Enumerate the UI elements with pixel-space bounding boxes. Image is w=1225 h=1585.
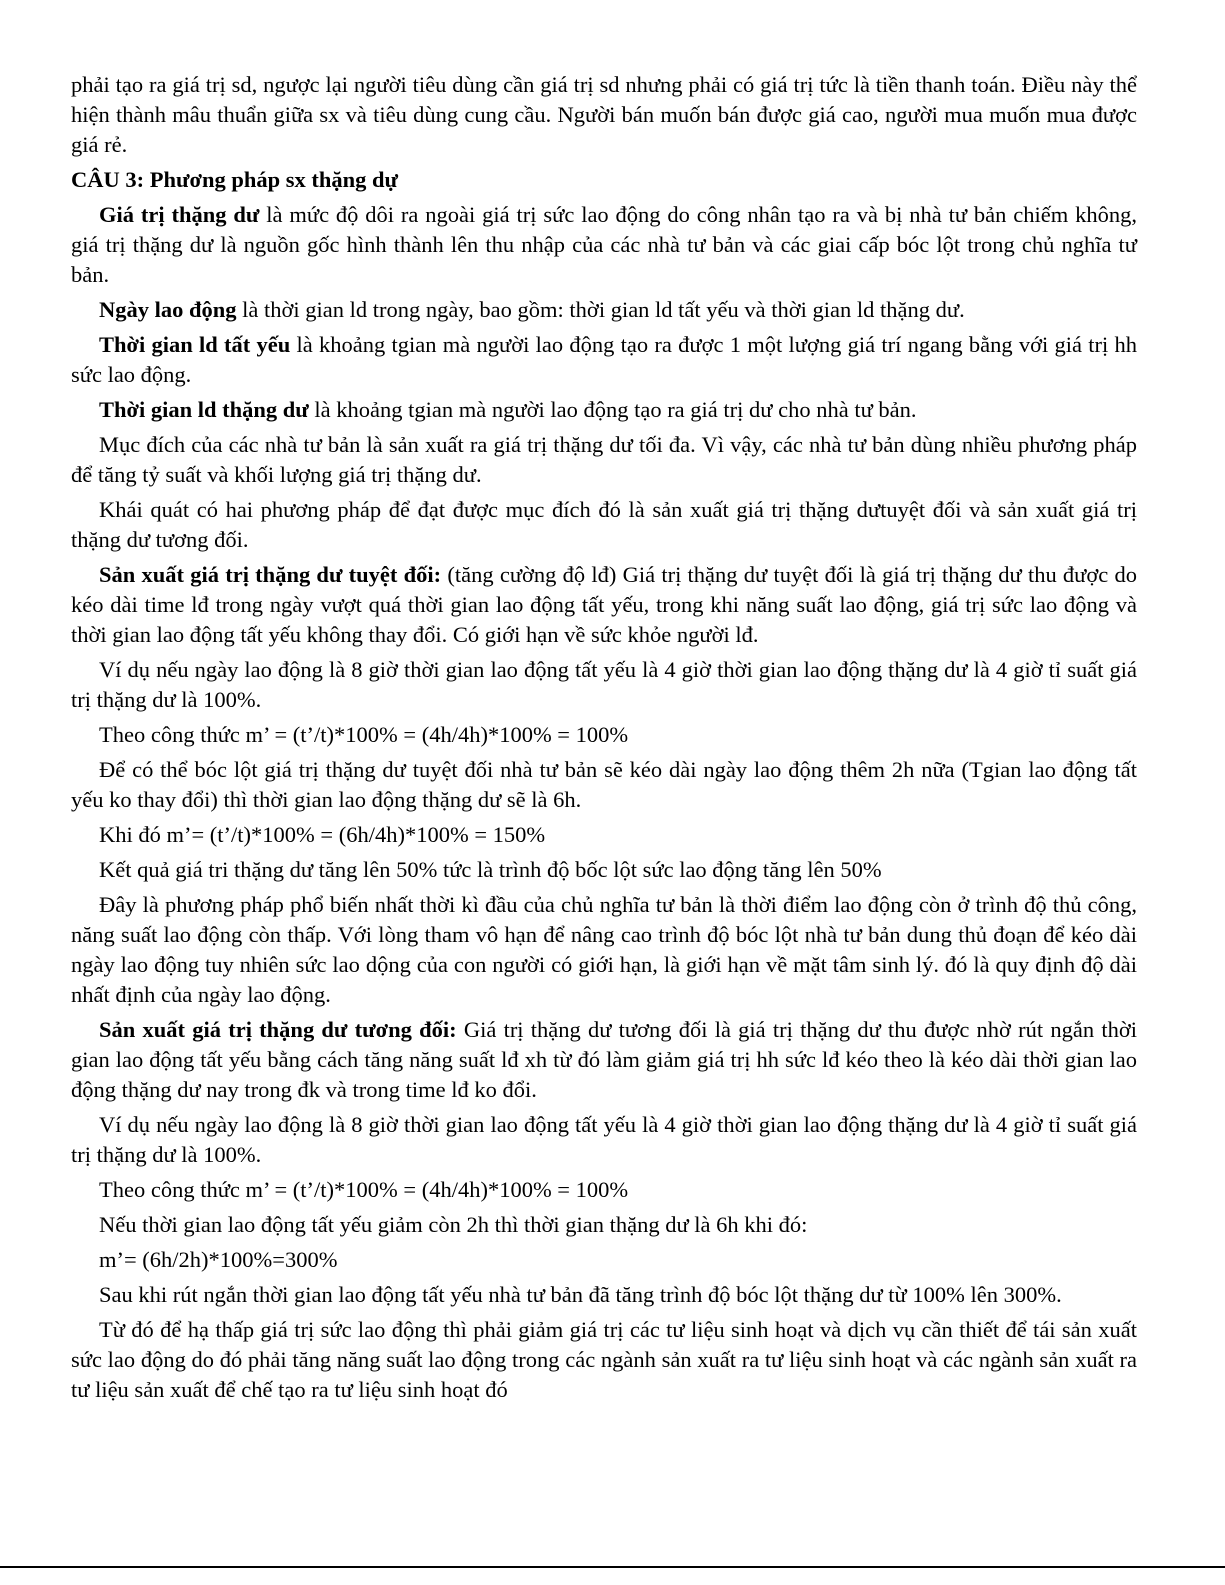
paragraph-two-methods: Khái quát có hai phương pháp để đạt được mục đích đó là sản xuất giá trị thặng dưtuyệt đối và sản xuất giá trị thặng dư tương đối. — [71, 497, 1137, 552]
paragraph-result: Kết quả giá tri thặng dư tăng lên 50% tức là trình độ bốc lột sức lao động tăng lên 50% — [99, 857, 882, 882]
paragraph-example-1: Ví dụ nếu ngày lao động là 8 giờ thời gian lao động tất yếu là 4 giờ thời gian lao động thặng dư là 4 giờ tỉ suất giá trị thặng dư là 100%. — [71, 657, 1137, 712]
paragraph-purpose: Mục đích của các nhà tư bản là sản xuất ra giá trị thặng dư tối đa. Vì vậy, các nhà tư bản dùng nhiều phương pháp để tăng tỷ suất và khối lượng giá trị thặng dư. — [71, 432, 1137, 487]
paragraph-common-method: Đây là phương pháp phổ biến nhất thời kì đầu của chủ nghĩa tư bản là thời điểm lao động còn ở trình độ thủ công, năng suất lao động còn thấp. Với lòng tham vô hạn để nâng cao trình độ bóc lột nhà tư bản dung thủ đoạn để kéo dài ngày lao động tuy nhiên sức lao dộng của con người có giới hạn, là giới hạn về mặt tâm sinh lý. đó là quy định độ dài nhất định của ngày lao động. — [71, 892, 1137, 1007]
term: Sản xuất giá trị thặng dư tương đối: — [99, 1017, 457, 1042]
paragraph-example-2: Ví dụ nếu ngày lao động là 8 giờ thời gian lao động tất yếu là 4 giờ thời gian lao động thặng dư là 4 giờ tỉ suất giá trị thặng dư là 100%. — [71, 1112, 1137, 1167]
definition-working-day — [71, 295, 1137, 325]
formula-4: m’= (6h/2h)*100%=300% — [99, 1247, 338, 1272]
paragraph-extend-day: Để có thể bóc lột giá trị thặng dư tuyệt đối nhà tư bản sẽ kéo dài ngày lao động thêm 2h nữa (Tgian lao động tất yếu ko thay đổi) thì thời gian lao động thặng dư sẽ là 6h. — [71, 757, 1137, 812]
bottom-rule — [0, 1566, 1225, 1568]
definition-text: (tăng cường độ lđ) Giá trị thặng dư tuyệt đối là giá trị thặng dư thu được do kéo dài time lđ trong ngày vượt quá thời gian lao động tất yếu, trong khi năng suất lao động, giá trị sức lao động và thời gian lao động tất yếu không thay đổi. Có giới hạn về sức khỏe người lđ. — [71, 562, 1137, 647]
term: Thời gian ld tất yếu — [99, 332, 291, 357]
term: Ngày lao động — [99, 297, 237, 322]
formula-3: Theo công thức m’ = (t’/t)*100% = (4h/4h)*100% = 100% — [99, 1177, 629, 1202]
term: Giá trị thặng dư — [99, 202, 260, 227]
paragraph-conclusion: Từ đó để hạ thấp giá trị sức lao động thì phải giảm giá trị các tư liệu sinh hoạt và dịch vụ cần thiết để tái sản xuất sức lao động do đó phải tăng năng suất lao động trong các ngành sản xuất ra tư liệu sinh hoạt và các ngành sản xuất ra tư liệu sản xuất để chế tạo ra tư liệu sinh hoạt đó — [71, 1317, 1137, 1402]
paragraph-reduce-time: Nếu thời gian lao động tất yếu giảm còn 2h thì thời gian thặng dư là 6h khi đó: — [99, 1212, 808, 1237]
paragraph-absolute-surplus — [71, 560, 1137, 650]
formula-1: Theo công thức m’ = (t’/t)*100% = (4h/4h)*100% = 100% — [99, 722, 629, 747]
paragraph-relative-surplus — [71, 1015, 1137, 1105]
section-heading: CÂU 3: Phương pháp sx thặng dự — [71, 167, 399, 192]
definition-text: Giá trị thặng dư tương đối là giá trị thặng dư thu được nhờ rút ngắn thời gian lao động tất yếu bằng cách tăng năng suất lđ xh từ đó làm giảm giá trị hh sức lđ kéo theo là kéo dài thời gian lao động thặng dư nay trong đk và trong time lđ ko đổi. — [71, 1017, 1137, 1102]
paragraph-after-shortening: Sau khi rút ngắn thời gian lao động tất yếu nhà tư bản đã tăng trình độ bóc lột thặng dư từ 100% lên 300%. — [99, 1282, 1062, 1307]
term: Thời gian ld thặng dư — [99, 397, 309, 422]
definition-surplus-time — [71, 395, 1137, 425]
definition-text: là khoảng tgian mà người lao động tạo ra được 1 một lượng giá trí ngang bằng với giá trị hh sức lao động. — [71, 332, 1138, 387]
formula-2: Khi đó m’= (t’/t)*100% = (6h/4h)*100% = 150% — [99, 822, 546, 847]
term: Sản xuất giá trị thặng dư tuyệt đối: — [99, 562, 442, 587]
definition-text: là khoảng tgian mà người lao động tạo ra giá trị dư cho nhà tư bản. — [308, 397, 917, 422]
paragraph-intro: phải tạo ra giá trị sd, ngược lại người tiêu dùng cần giá trị sd nhưng phải có giá trị tức là tiền thanh toán. Điều này thể hiện thành mâu thuẩn giữa sx và tiêu dùng cung cầu. Người bán muốn bán được giá cao, người mua muốn mua được giá rẻ. — [71, 72, 1137, 157]
definition-text: là mức độ dôi ra ngoài giá trị sức lao động do công nhân tạo ra và bị nhà tư bản chiếm không, giá trị thặng dư là nguồn gốc hình thành lên thu nhập của các nhà tư bản và các giai cấp bóc lột trong chủ nghĩa tư bản. — [71, 202, 1137, 287]
definition-necessary-time — [71, 330, 1137, 390]
definition-text: là thời gian ld trong ngày, bao gồm: thời gian ld tất yếu và thời gian ld thặng dư. — [236, 297, 965, 322]
definition-surplus-value — [71, 200, 1137, 290]
document-page — [71, 70, 1137, 1410]
